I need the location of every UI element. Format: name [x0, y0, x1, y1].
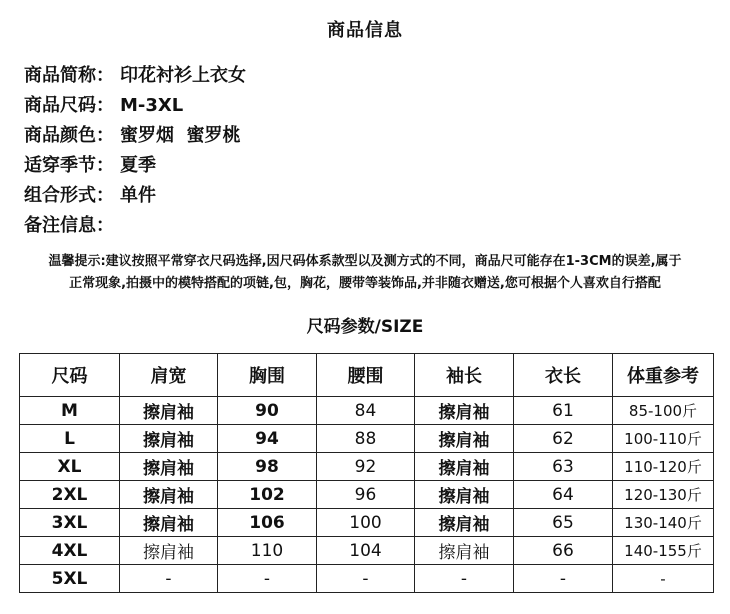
cell-bust: -: [218, 565, 317, 593]
cell-shoulder: 擦肩袖: [120, 481, 218, 509]
cell-sleeve: -: [415, 565, 514, 593]
cell-bust: 102: [218, 481, 317, 509]
cell-weight: 110-120斤: [613, 453, 714, 481]
cell-sleeve: 擦肩袖: [415, 397, 514, 425]
cell-bust: 106: [218, 509, 317, 537]
info-row-short-name: [24, 62, 246, 92]
info-row-season: [24, 152, 246, 182]
cell-waist: 92: [317, 453, 415, 481]
info-value: 单件: [120, 185, 156, 206]
info-value: M-3XL: [120, 95, 184, 116]
header-length: 衣长: [514, 354, 613, 397]
cell-length: 62: [514, 425, 613, 453]
cell-size: 4XL: [20, 537, 120, 565]
info-label: 组合形式：: [24, 185, 114, 206]
table-row: [20, 453, 714, 481]
cell-sleeve: 擦肩袖: [415, 509, 514, 537]
cell-size: XL: [20, 453, 120, 481]
header-size: 尺码: [20, 354, 120, 397]
cell-waist: 96: [317, 481, 415, 509]
cell-sleeve: 擦肩袖: [415, 481, 514, 509]
cell-shoulder: -: [120, 565, 218, 593]
info-label: 备注信息：: [24, 215, 114, 236]
cell-shoulder: 擦肩袖: [120, 453, 218, 481]
cell-size: 2XL: [20, 481, 120, 509]
cell-size: L: [20, 425, 120, 453]
table-row: [20, 425, 714, 453]
info-row-size: [24, 92, 246, 122]
warm-tip-line: 温馨提示:建议按照平常穿衣尺码选择,因尺码体系款型以及测方式的不同，商品尺可能存在1-3CM的误差,属于: [48, 254, 682, 269]
info-value: 夏季: [120, 155, 156, 176]
product-info-list: [24, 62, 246, 242]
info-label: 适穿季节：: [24, 155, 114, 176]
header-weight: 体重参考: [613, 354, 714, 397]
header-bust: 胸围: [218, 354, 317, 397]
cell-length: 63: [514, 453, 613, 481]
cell-bust: 98: [218, 453, 317, 481]
info-value: 印花衬衫上衣女: [120, 65, 246, 86]
cell-weight: 100-110斤: [613, 425, 714, 453]
size-table-title: 尺码参数/SIZE: [306, 317, 424, 337]
cell-waist: -: [317, 565, 415, 593]
header-sleeve: 袖长: [415, 354, 514, 397]
info-label: 商品尺码：: [24, 95, 114, 116]
warm-tip: [10, 251, 720, 295]
cell-shoulder: 擦肩袖: [120, 537, 218, 565]
cell-weight: 140-155斤: [613, 537, 714, 565]
cell-waist: 84: [317, 397, 415, 425]
cell-length: 66: [514, 537, 613, 565]
table-row: [20, 397, 714, 425]
cell-shoulder: 擦肩袖: [120, 425, 218, 453]
warm-tip-line: 正常现象,拍摄中的模特搭配的项链,包，胸花，腰带等装饰品,并非随衣赠送,您可根据个人喜欢自行搭配: [69, 276, 661, 291]
page-title: 商品信息: [327, 20, 403, 41]
cell-length: -: [514, 565, 613, 593]
info-row-color: [24, 122, 246, 152]
cell-waist: 88: [317, 425, 415, 453]
cell-bust: 90: [218, 397, 317, 425]
table-row: [20, 537, 714, 565]
cell-weight: 130-140斤: [613, 509, 714, 537]
cell-shoulder: 擦肩袖: [120, 509, 218, 537]
cell-length: 65: [514, 509, 613, 537]
cell-size: 3XL: [20, 509, 120, 537]
cell-sleeve: 擦肩袖: [415, 537, 514, 565]
cell-waist: 100: [317, 509, 415, 537]
cell-bust: 94: [218, 425, 317, 453]
table-row: [20, 565, 714, 593]
cell-sleeve: 擦肩袖: [415, 425, 514, 453]
cell-size: 5XL: [20, 565, 120, 593]
header-waist: 腰围: [317, 354, 415, 397]
cell-weight: 85-100斤: [613, 397, 714, 425]
cell-waist: 104: [317, 537, 415, 565]
info-value: 蜜罗烟 蜜罗桃: [120, 125, 241, 146]
cell-length: 61: [514, 397, 613, 425]
cell-size: M: [20, 397, 120, 425]
header-shoulder: 肩宽: [120, 354, 218, 397]
table-row: [20, 509, 714, 537]
cell-shoulder: 擦肩袖: [120, 397, 218, 425]
cell-weight: 120-130斤: [613, 481, 714, 509]
table-header-row: [20, 354, 714, 397]
cell-sleeve: 擦肩袖: [415, 453, 514, 481]
size-table: [19, 353, 714, 593]
cell-length: 64: [514, 481, 613, 509]
info-label: 商品颜色：: [24, 125, 114, 146]
info-row-combination: [24, 182, 246, 212]
info-label: 商品简称：: [24, 65, 114, 86]
cell-bust: 110: [218, 537, 317, 565]
table-row: [20, 481, 714, 509]
cell-weight: -: [613, 565, 714, 593]
info-row-remarks: [24, 212, 246, 242]
